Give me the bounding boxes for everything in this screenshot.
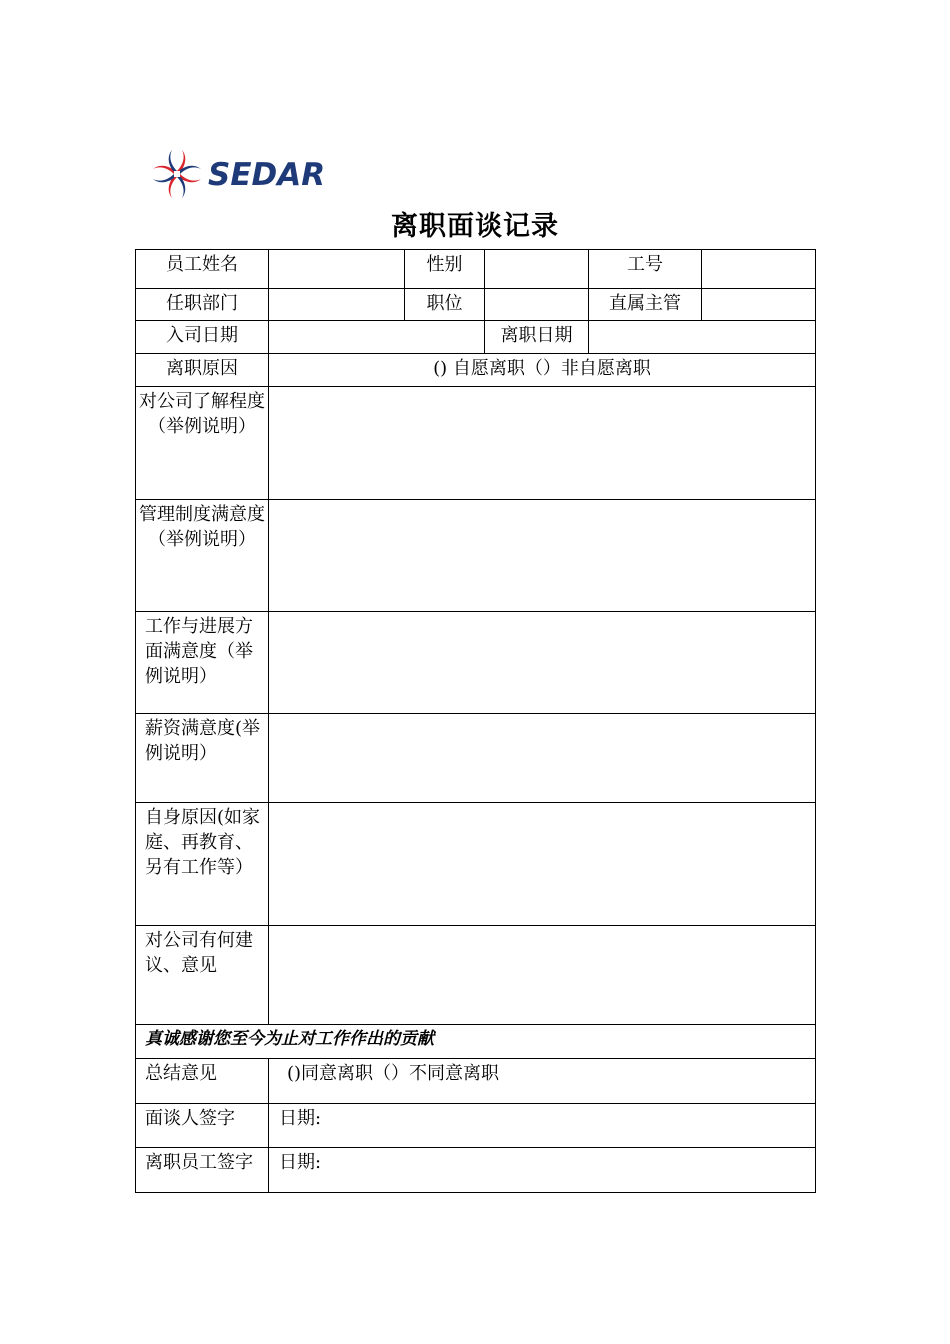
exit-interview-form bbox=[135, 249, 816, 1193]
personal-reason-label: 自身原因(如家庭、再教育、另有工作等） bbox=[136, 803, 269, 926]
supervisor-label: 直属主管 bbox=[589, 289, 702, 321]
employee-name-label: 员工姓名 bbox=[136, 250, 269, 289]
summary-options[interactable]: ()同意离职（）不同意离职 bbox=[269, 1059, 816, 1104]
leave-date-field[interactable] bbox=[589, 321, 816, 354]
thanks-banner: 真诚感谢您至今为止对工作作出的贡献 bbox=[136, 1025, 816, 1059]
pinwheel-icon bbox=[153, 150, 201, 198]
department-label: 任职部门 bbox=[136, 289, 269, 321]
employee-id-field[interactable] bbox=[702, 250, 816, 289]
hire-date-label: 入司日期 bbox=[136, 321, 269, 354]
management-label: 管理制度满意度（举例说明） bbox=[136, 500, 269, 612]
work-progress-field[interactable] bbox=[269, 612, 816, 714]
work-progress-label: 工作与进展方面满意度（举例说明） bbox=[136, 612, 269, 714]
position-label: 职位 bbox=[405, 289, 485, 321]
department-field[interactable] bbox=[269, 289, 405, 321]
leave-date-label: 离职日期 bbox=[485, 321, 589, 354]
reason-label: 离职原因 bbox=[136, 354, 269, 387]
gender-field[interactable] bbox=[485, 250, 589, 289]
sedar-logo bbox=[152, 147, 332, 201]
svg-text:SEDAR: SEDAR bbox=[208, 157, 326, 193]
salary-field[interactable] bbox=[269, 714, 816, 803]
salary-label: 薪资满意度(举例说明） bbox=[136, 714, 269, 803]
position-field[interactable] bbox=[485, 289, 589, 321]
employee-date-field[interactable]: 日期: bbox=[269, 1148, 816, 1193]
management-field[interactable] bbox=[269, 500, 816, 612]
company-understanding-label: 对公司了解程度（举例说明） bbox=[136, 387, 269, 500]
interviewer-date-field[interactable]: 日期: bbox=[269, 1104, 816, 1148]
company-understanding-field[interactable] bbox=[269, 387, 816, 500]
employee-sign-label: 离职员工签字 bbox=[136, 1148, 269, 1193]
personal-reason-field[interactable] bbox=[269, 803, 816, 926]
supervisor-field[interactable] bbox=[702, 289, 816, 321]
gender-label: 性别 bbox=[405, 250, 485, 289]
page-title: 离职面谈记录 bbox=[391, 211, 559, 242]
interviewer-sign-label: 面谈人签字 bbox=[136, 1104, 269, 1148]
suggestions-field[interactable] bbox=[269, 926, 816, 1025]
suggestions-label: 对公司有何建议、意见 bbox=[136, 926, 269, 1025]
employee-name-field[interactable] bbox=[269, 250, 405, 289]
employee-id-label: 工号 bbox=[589, 250, 702, 289]
reason-options[interactable]: () 自愿离职（）非自愿离职 bbox=[269, 354, 816, 387]
summary-label: 总结意见 bbox=[136, 1059, 269, 1104]
hire-date-field[interactable] bbox=[269, 321, 485, 354]
